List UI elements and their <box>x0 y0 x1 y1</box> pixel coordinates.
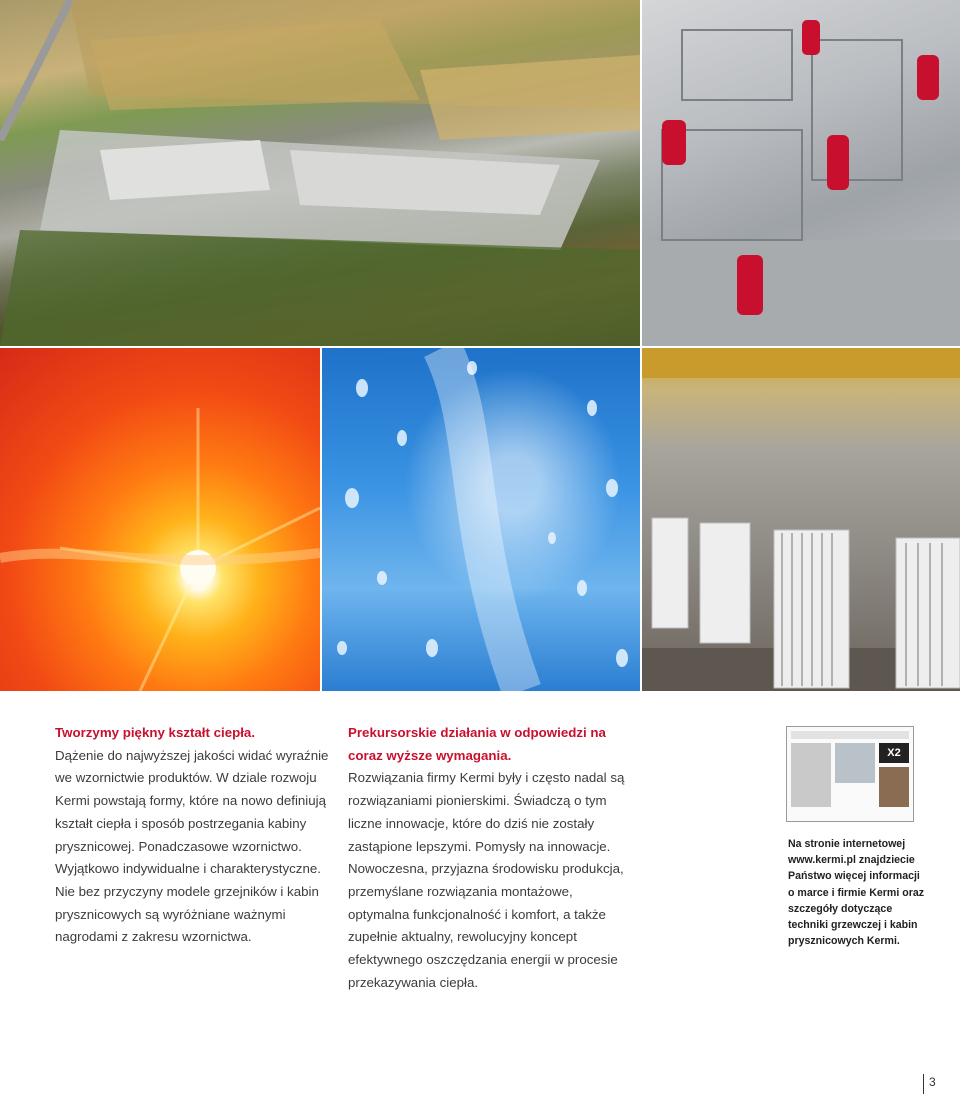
design-heading: Tworzymy piękny kształt ciepła. <box>55 725 256 740</box>
page-number: 3 <box>929 1075 936 1089</box>
sun-photo <box>0 348 320 691</box>
website-note: Na stronie internetowej www.kermi.pl znajdziecie Państwo więcej informacji o marce i firmie Kermi oraz szczegóły dotyczące techniki grzewczej i kabin prysznicowych Kermi. <box>788 838 925 948</box>
radiator-assembly-photo <box>642 348 960 691</box>
design-body: Dążenie do najwyższej jakości widać wyraźnie we wzornictwie produktów. W dziale rozwoju Kermi powstają formy, które na nowo definiują kształt ciepła i sposób postrzegania kabiny prysznicowej. Ponadczasowe wzornictwo. Wyjątkowo indywidualne i charakterystyczne. Nie bez przyczyny modele grzejników i kabin prysznicowych są wyróżniane ważnymi nagrodami z zakresu wzornictwa. <box>55 747 329 945</box>
column-innovation <box>348 722 633 994</box>
page-number-divider <box>923 1074 924 1094</box>
innovation-body: Rozwiązania firmy Kermi były i często nadal są rozwiązaniami pionierskimi. Świadczą o tym liczne innowacje, które do dziś nie zostały zastąpione lepszymi. Pomysły na innowacje. Nowoczesna, przyjazna środowisku produkcja, przemyślane rozwiązania montażowe, optymalna funkcjonalność i komfort, a także zupełnie aktualny, rewolucyjny koncept efektywnego oszczędzania energii w procesie przekazywania ciepła. <box>348 770 625 990</box>
water-bubbles-photo <box>322 348 640 691</box>
x2-logo: X2 <box>879 743 909 763</box>
innovation-heading: Prekursorskie działania w odpowiedzi na coraz wyższe wymagania. <box>348 725 606 763</box>
website-screenshot <box>786 726 914 822</box>
aerial-factory-photo <box>0 0 640 346</box>
production-hall-photo <box>642 0 960 346</box>
column-design <box>55 722 340 949</box>
